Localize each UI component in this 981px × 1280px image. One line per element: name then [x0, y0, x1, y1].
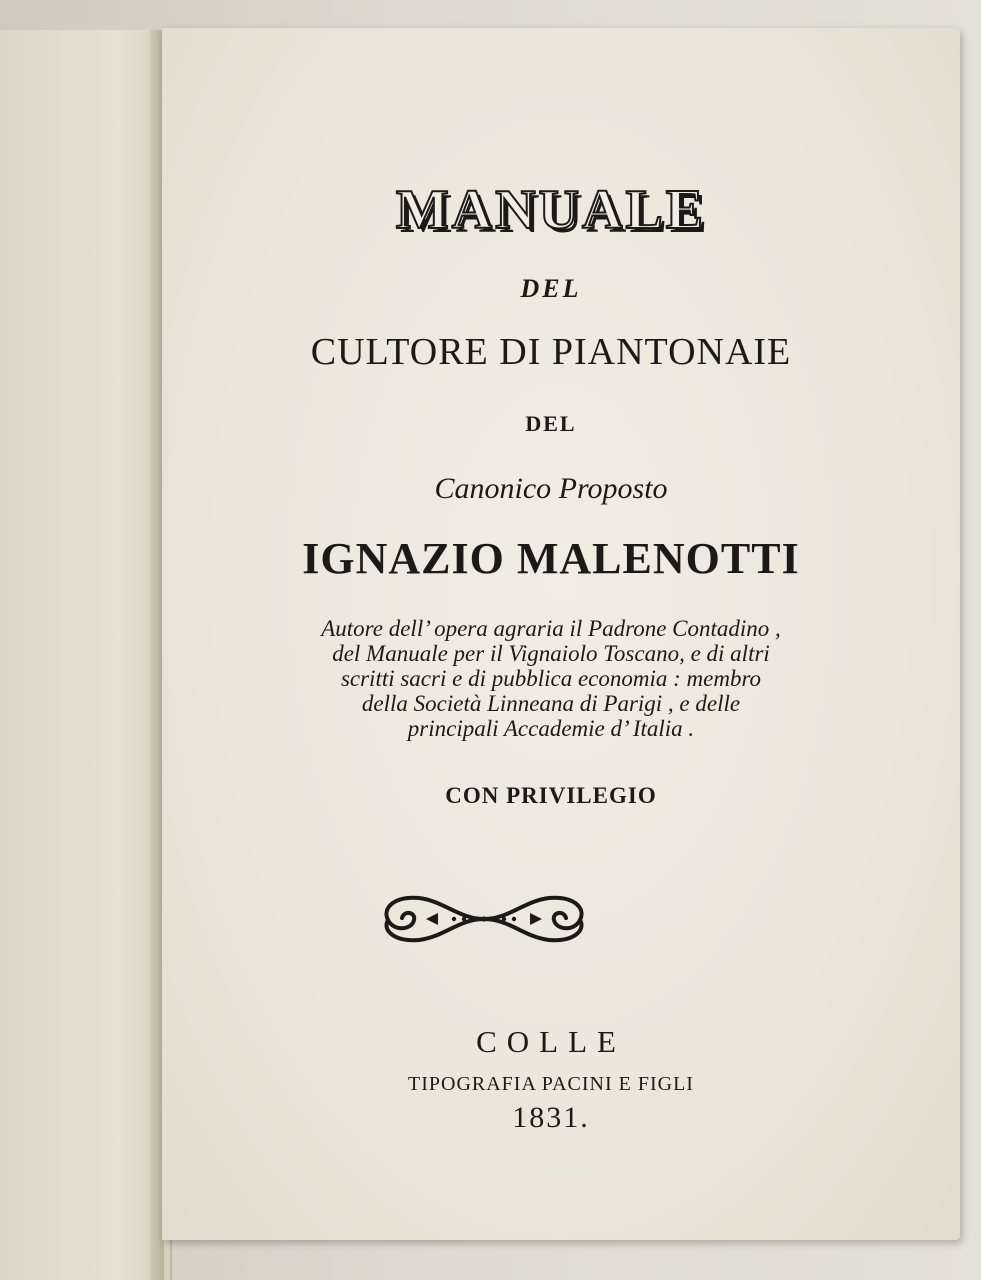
left-page [0, 30, 172, 1280]
author-description [152, 616, 950, 741]
description-line: della Società Linneana di Parigi , e delle [361, 691, 741, 716]
imprint-printer: TIPOGRAFIA PACINI E FIGLI [408, 1073, 694, 1095]
imprint-year: 1831. [512, 1101, 590, 1134]
description-line: del Manuale per il Vignaiolo Toscano, e di altri [332, 641, 770, 666]
author-name: IGNAZIO MALENOTTI [302, 534, 800, 583]
title-page [162, 28, 960, 1240]
scroll-ornament-icon [374, 886, 594, 952]
connector-del-1: DEL [520, 274, 582, 303]
imprint-city: COLLE [476, 1024, 626, 1059]
description-line: scritti sacri e di pubblica economia : membro [340, 666, 762, 691]
privilege-line: CON PRIVILEGIO [445, 783, 657, 808]
author-title: Canonico Proposto [434, 472, 668, 505]
book-subtitle: CULTORE DI PIANTONAIE [310, 331, 792, 373]
description-line: principali Accademie d’ Italia . [407, 716, 695, 741]
description-line: Autore dell’ opera agraria il Padrone Contadino , [321, 616, 781, 641]
book-title: MANUALE [395, 179, 707, 241]
connector-del-2: DEL [525, 411, 577, 436]
